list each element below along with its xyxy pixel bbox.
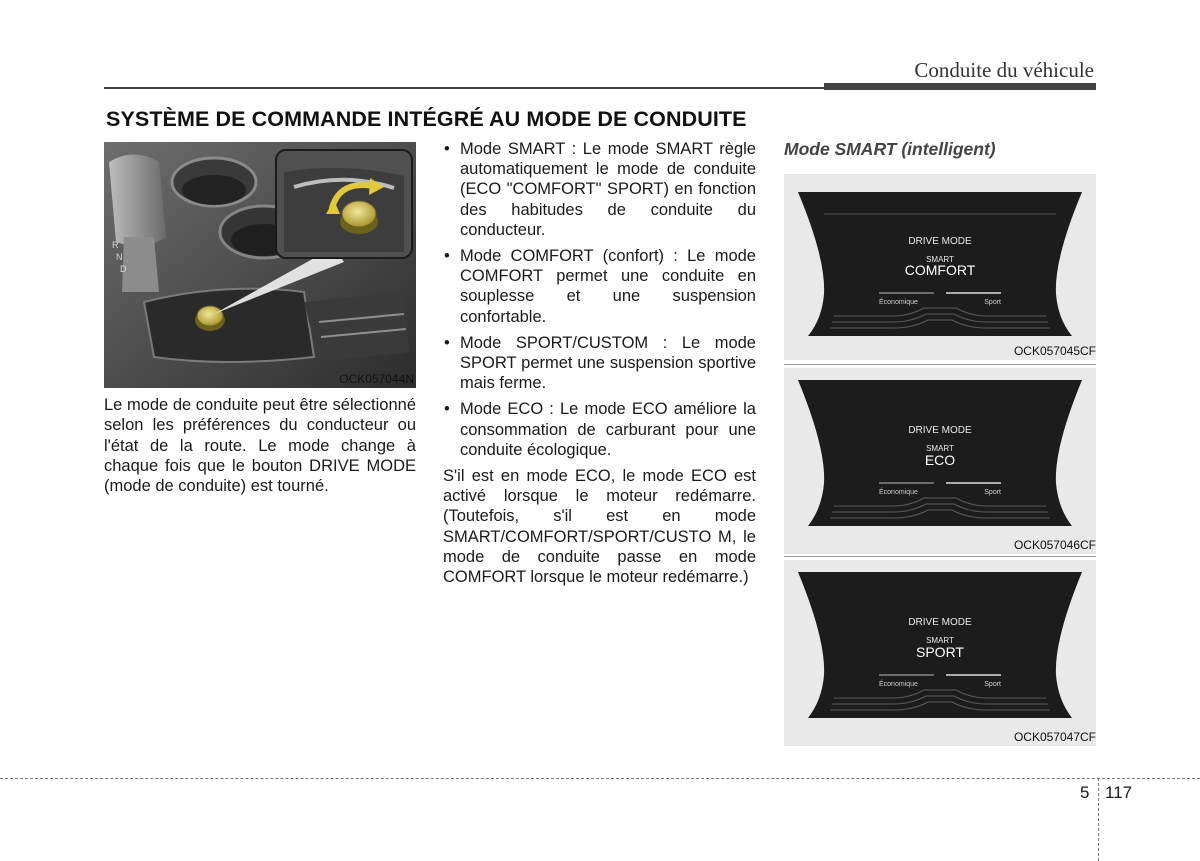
economy-label: Économique [879,681,918,688]
shift-letter-r: R [112,240,119,250]
list-item [443,333,756,394]
figure-code: OCK057046CF [1013,538,1096,552]
list-item [443,139,756,240]
chapter-number: 5 [1080,783,1090,802]
mode-list [443,139,756,460]
cluster-display [784,368,1096,554]
drive-mode-heading: DRIVE MODE [908,236,972,247]
running-header: Conduite du véhicule [914,58,1094,82]
list-item-text: Mode SMART : Le mode SMART règle automatiquement le mode de conduite (ECO "COMFORT" SPORT) en fonction des habitudes de conduite du conducteur. [460,140,756,239]
list-item-text: Mode SPORT/CUSTOM : Le mode SPORT permet une suspension sportive mais ferme. [460,333,756,393]
smart-label: SMART [926,255,954,264]
bullet: • [444,247,450,266]
cluster-display [784,174,1096,360]
current-mode-label: SPORT [916,644,964,660]
drive-mode-heading: DRIVE MODE [908,617,972,628]
sport-label: Sport [984,299,1001,306]
console-photo [104,142,416,388]
figure-code: OCK057044N [339,372,414,386]
bullet: • [444,140,450,158]
section-title: SYSTÈME DE COMMANDE INTÉGRÉ AU MODE DE CONDUITE [106,107,747,131]
sport-label: Sport [984,681,1001,688]
console-illustration [104,142,416,388]
figure-code: OCK057045CF [1013,344,1096,358]
header-rule [104,87,824,89]
drive-mode-heading: DRIVE MODE [908,425,972,436]
sport-label: Sport [984,489,1001,496]
list-item-text: Mode COMFORT (confort) : Le mode COMFORT permet une conduite en souplesse et une suspension confortable. [460,247,756,326]
header-rule-accent [824,83,1096,90]
current-mode-label: ECO [924,452,956,468]
drive-mode-screen-comfort [784,174,1096,360]
smart-label: SMART [926,636,954,645]
drive-mode-screen-sport [784,560,1096,746]
eco-restart-note: S'il est en mode ECO, le mode ECO est activé lorsque le moteur redémarre. (Toutefois, s'il est en mode SMART/COMFORT/SPORT/CUSTO M, le mode de conduite passe en mode COMFORT lorsque le moteur redémarre.) [443,467,756,587]
figure-divider [784,364,1096,365]
figure-divider [784,556,1096,557]
smart-label: SMART [926,444,954,453]
economy-label: Économique [879,299,918,306]
shift-letter-d: D [120,264,127,274]
drive-mode-screen-eco [784,368,1096,554]
smart-mode-title: Mode SMART (intelligent) [784,139,996,159]
cluster-display [784,560,1096,746]
footer-rule-vertical [1098,778,1099,861]
shift-letter-n: N [116,252,123,262]
current-mode-label: COMFORT [904,262,976,278]
footer-rule [0,778,1200,779]
list-item [443,246,756,327]
bullet: • [444,400,450,419]
economy-label: Économique [879,489,918,496]
list-item-text: Mode ECO : Le mode ECO améliore la consommation de carburant pour une conduite écologique. [460,400,756,459]
figure-code: OCK057047CF [1013,730,1096,744]
intro-paragraph: Le mode de conduite peut être sélectionné selon les préférences du conducteur ou l'état de la route. Le mode change à chaque fois que le bouton DRIVE MODE (mode de conduite) est tourné. [104,396,416,496]
list-item [443,399,756,460]
mode-descriptions [443,139,756,587]
bullet: • [444,333,450,352]
page-number: 117 [1105,783,1133,802]
